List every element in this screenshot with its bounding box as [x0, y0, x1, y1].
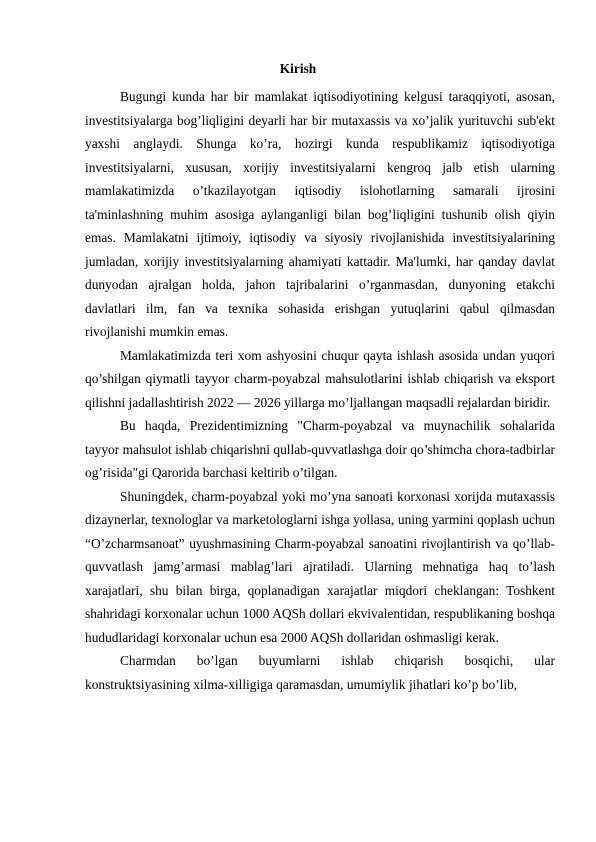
page-title: Kirish: [279, 61, 317, 76]
paragraph: Bugungi kunda har bir mamlakat iqtisodiyotining kelgusi taraqqiyoti, asosan, investitsiyalarga bog’liqligini deyarli har bir mutaxassis va xo’jalik yurituvchi sub'ekt yaxshi anglaydi. Shunga ko’ra, hozirgi kunda respublikamiz iqtisodiyotiga investitsiyalarni, xususan, xorijiy investitsiyalarni kengroq jalb etish ularning mamlakatimizda o’tkazilayotgan iqtisodiy islohotlarning samarali ijrosini ta'minlashning muhim asosiga aylanganligi bilan bog’liqligini tushunib olish qiyin emas. Mamlakatni ijtimoiy, iqtisodiy va siyosiy rivojlanishida investitsiyalarining jumladan, xorijiy investitsiyalarning ahamiyati kattadir. Ma'lumki, har qanday davlat dunyodan ajralgan holda, jahon tajribalarini o’rganmasdan, dunyoning etakchi davlatlari ilm, fan va texnika sohasida erishgan yutuqlarini qabul qilmasdan rivojlanishi mumkin emas.: [85, 89, 555, 339]
paragraph: Shuningdek, charm-poyabzal yoki mo’yna sanoati korxonasi xorijda mutaxassis dizaynerlar, texnologlar va marketologlarni ishga yollasa, uning yarmini qoplash uchun “O’zcharmsanoat” uyushmasining Charm-poyabzal sanoatini rivojlantirish va qo’llab-quvvatlash jamg’armasi mablag’lari ajratiladi. Ularning mehnatiga haq to’lash xarajatlari, shu bilan birga, qoplanadigan xarajatlar miqdori cheklangan: Toshkent shahridagi korxonalar uchun 1000 AQSh dollari ekvivalentidan, respublikaning boshqa hududlaridagi korxonalar uchun esa 2000 AQSh dollaridan oshmasligi kerak.: [85, 488, 555, 645]
paragraph: Bu haqda, Prezidentimizning "Charm-poyabzal va muynachilik sohalarida tayyor mahsulot ishlab chiqarishni qullab-quvvatlashga doir qo’shimcha chora-tadbirlar og’risida"gi Qarorida barchasi keltirib o’tilgan.: [85, 418, 555, 480]
paragraph: Mamlakatimizda teri xom ashyosini chuqur qayta ishlash asosida undan yuqori qo’shilgan qiymatli tayyor charm-poyabzal mahsulotlarini ishlab chiqarish va eksport qilishni jadallashtirish 2022 — 2026 yillarga mo’ljallangan maqsadli rejalardan biridir.: [85, 347, 555, 410]
document-body: [85, 85, 555, 696]
paragraph: Charmdan bo’lgan buyumlarni ishlab chiqarish bosqichi, ular konstruktsiyasining xilma-xilligiga qaramasdan, umumiylik jihatlari ko’p bo’lib,: [85, 653, 555, 692]
